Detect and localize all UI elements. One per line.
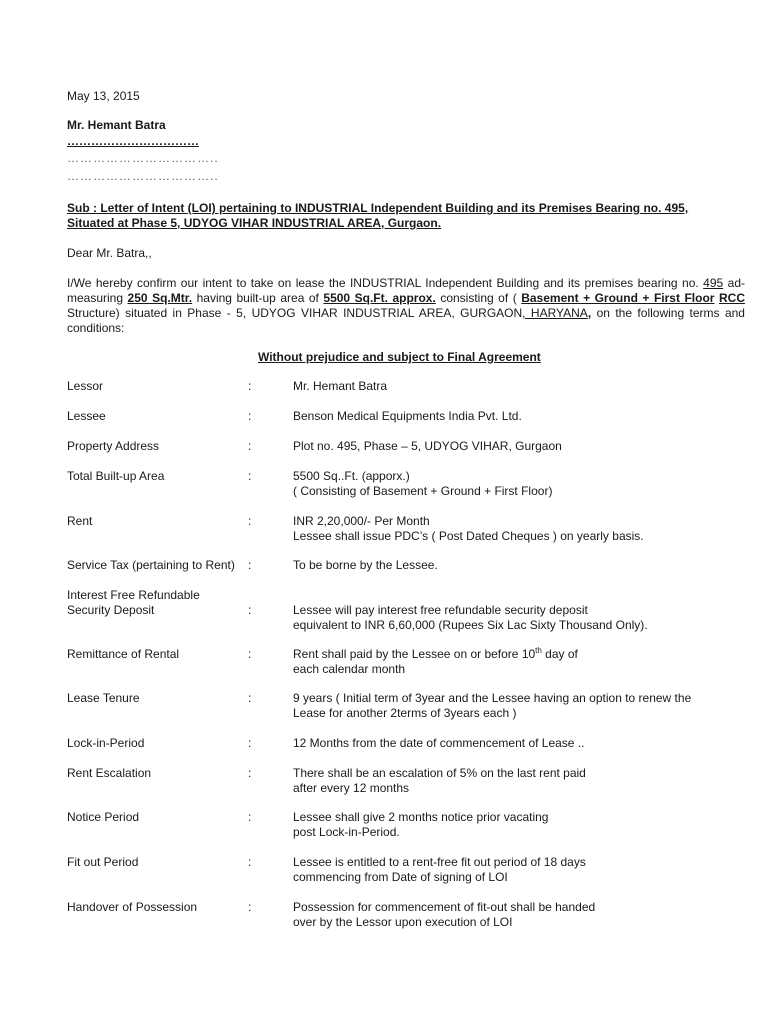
term-colon: : xyxy=(248,558,252,572)
term-label: Total Built-up Area xyxy=(67,469,165,483)
term-value-line-2: over by the Lessor upon execution of LOI xyxy=(293,915,513,929)
body-paragraph: I/We hereby confirm our intent to take on lease the INDUSTRIAL Independent Building and its premises bearing no. 495 ad-measuring 250 Sq.Mtr. having built-up area of 5500 Sq.Ft. approx. consisting of ( Basement + Ground + First Floor RCC Structure) situated in Phase - 5, UDYOG VIHAR INDUSTRIAL AREA, GURGAON, HARYANA, on the following terms and conditions: xyxy=(67,276,745,335)
term-value: Plot no. 495, Phase – 5, UDYOG VIHAR, Gurgaon xyxy=(293,439,562,453)
term-colon: : xyxy=(248,810,252,824)
term-value: Lessee shall give 2 months notice prior vacating xyxy=(293,810,549,824)
term-value-line-2: Lessee shall issue PDC’s ( Post Dated Cheques ) on yearly basis. xyxy=(293,529,644,543)
term-value-line-2: ( Consisting of Basement + Ground + First Floor) xyxy=(293,484,553,498)
term-colon: : xyxy=(248,469,252,483)
term-value: 9 years ( Initial term of 3year and the Lessee having an option to renew the xyxy=(293,691,692,705)
term-value: Possession for commencement of fit-out shall be handed xyxy=(293,900,596,914)
term-value: Rent shall paid by the Lessee on or before 10th day of xyxy=(293,646,578,661)
term-label-line-2: Security Deposit xyxy=(67,603,155,617)
address-line-1: …………………………… xyxy=(67,134,199,148)
term-value: INR 2,20,000/- Per Month xyxy=(293,514,430,528)
term-colon: : xyxy=(248,647,252,661)
term-label: Handover of Possession xyxy=(67,900,198,914)
term-value: 5500 Sq..Ft. (apporx.) xyxy=(293,469,410,483)
term-label: Lease Tenure xyxy=(67,691,140,705)
term-colon: : xyxy=(248,409,252,423)
term-label: Lessee xyxy=(67,409,106,423)
term-value-line-2: commencing from Date of signing of LOI xyxy=(293,870,508,884)
letter-date: May 13, 2015 xyxy=(67,89,140,103)
subject-line-2: Situated at Phase 5, UDYOG VIHAR INDUSTRIAL AREA, Gurgaon. xyxy=(67,216,442,230)
term-value: 12 Months from the date of commencement of Lease .. xyxy=(293,736,585,750)
term-label: Notice Period xyxy=(67,810,140,824)
terms-heading: Without prejudice and subject to Final Agreement xyxy=(258,350,541,364)
term-value: To be borne by the Lessee. xyxy=(293,558,438,572)
term-label: Fit out Period xyxy=(67,855,139,869)
term-colon: : xyxy=(248,691,252,705)
term-label: Property Address xyxy=(67,439,160,453)
term-label: Remittance of Rental xyxy=(67,647,180,661)
term-value: Lessee is entitled to a rent-free fit out period of 18 days xyxy=(293,855,586,869)
term-label: Interest Free Refundable xyxy=(67,588,200,602)
superscript-th: th xyxy=(535,646,542,655)
term-colon: : xyxy=(248,736,252,750)
address-line-3: …………………………….. xyxy=(67,169,219,183)
term-colon: : xyxy=(248,603,252,617)
subject-line-1: Sub : Letter of Intent (LOI) pertaining to INDUSTRIAL Independent Building and its Premises Bearing no. 495, xyxy=(67,201,689,215)
term-label: Lessor xyxy=(67,379,104,393)
term-value: There shall be an escalation of 5% on the last rent paid xyxy=(293,766,586,780)
term-colon: : xyxy=(248,900,252,914)
address-line-2: …………………………….. xyxy=(67,151,219,165)
term-colon: : xyxy=(248,439,252,453)
term-colon: : xyxy=(248,514,252,528)
term-label: Service Tax (pertaining to Rent) xyxy=(67,558,235,572)
term-value: Benson Medical Equipments India Pvt. Ltd. xyxy=(293,409,522,423)
salutation: Dear Mr. Batra,, xyxy=(67,246,152,260)
term-value: Lessee will pay interest free refundable security deposit xyxy=(293,603,588,617)
term-colon: : xyxy=(248,766,252,780)
term-label: Rent xyxy=(67,514,93,528)
term-colon: : xyxy=(248,379,252,393)
term-value: Mr. Hemant Batra xyxy=(293,379,388,393)
term-label: Rent Escalation xyxy=(67,766,152,780)
term-label: Lock-in-Period xyxy=(67,736,145,750)
term-value-line-2: Lease for another 2terms of 3years each ) xyxy=(293,706,517,720)
term-value-line-2: each calendar month xyxy=(293,662,406,676)
term-value-line-2: post Lock-in-Period. xyxy=(293,825,400,839)
term-value-line-2: equivalent to INR 6,60,000 (Rupees Six Lac Sixty Thousand Only). xyxy=(293,618,648,632)
term-colon: : xyxy=(248,855,252,869)
term-value-line-2: after every 12 months xyxy=(293,781,410,795)
addressee-name: Mr. Hemant Batra xyxy=(67,118,166,132)
